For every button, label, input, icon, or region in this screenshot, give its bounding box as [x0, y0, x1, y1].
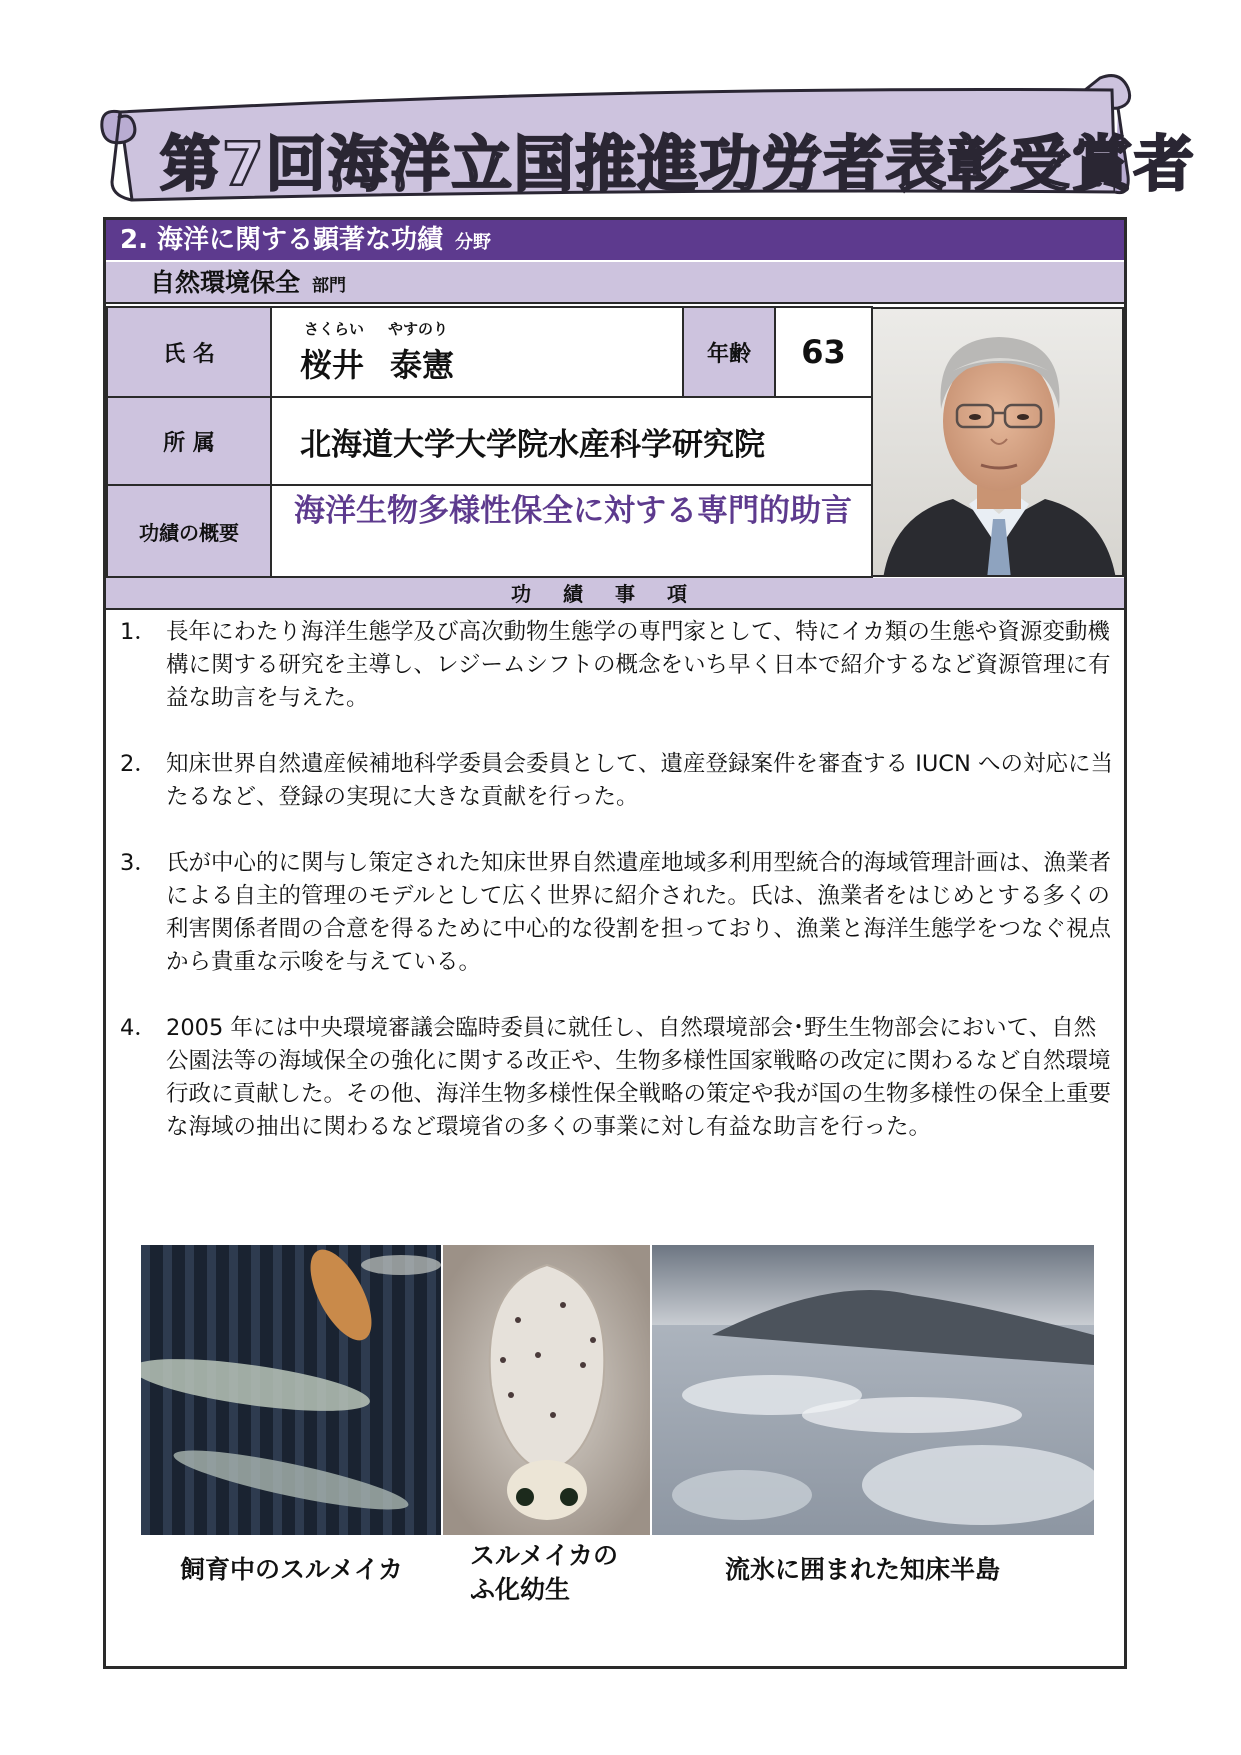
squid-tank-photo [141, 1245, 441, 1535]
age-value: 63 [774, 306, 873, 398]
name-label: 氏 名 [106, 306, 272, 398]
field-category-bar [106, 220, 1124, 260]
summary-label: 功績の概要 [106, 484, 272, 578]
division-suffix: 部門 [312, 276, 347, 296]
item-text: 知床世界自然遺産候補地科学委員会委員として、遺産登録案件を審査する IUCN への対応に当たるなど、登録の実現に大きな貢献を行った。 [166, 751, 1114, 810]
division-bar [106, 262, 1124, 304]
affiliation-label: 所 属 [106, 396, 272, 486]
division-label: 自然環境保全 [150, 268, 301, 297]
list-item [120, 748, 1115, 814]
given-name: 泰憲 [390, 346, 455, 384]
surname-ruby: さくらい [304, 320, 365, 338]
affiliation-value: 北海道大学大学院水産科学研究院 [270, 396, 873, 486]
item-text: 氏が中心的に関与し策定された知床世界自然遺産地域多利用型統合的海域管理計画は、漁業者による自主的管理のモデルとして広く世界に紹介された。氏は、漁業者をはじめとする多くの利害関係者間の合意を得るために中心的な役割を担っており、漁業と海洋生態学をつなぐ視点から貴重な示唆を与えている。 [166, 850, 1112, 975]
drift-ice-caption: 流氷に囲まれた知床半島 [725, 1555, 1001, 1584]
item-number: 4． [120, 1015, 157, 1041]
list-item [120, 847, 1115, 979]
field-label: 2. 海洋に関する顕著な功績 [120, 225, 444, 255]
banner-title: 第7回海洋立国推進功労者表彰受賞者 [160, 130, 1196, 200]
age-label: 年齢 [682, 306, 776, 398]
achievements-heading: 功績事項 [106, 578, 1124, 610]
shiretoko-drift-ice-photo [652, 1245, 1094, 1535]
item-number: 2． [120, 751, 157, 777]
surname: 桜井 [300, 346, 365, 384]
item-number: 3． [120, 850, 157, 876]
given-name-ruby: やすのり [388, 320, 449, 338]
field-suffix: 分野 [455, 232, 492, 253]
list-item [120, 616, 1115, 715]
portrait-photo [871, 307, 1124, 577]
squid-tank-caption: 飼育中のスルメイカ [180, 1555, 404, 1584]
hatchling-caption-line-1: スルメイカの [470, 1541, 619, 1570]
summary-value: 海洋生物多様性保全に対する専門的助言 [270, 484, 873, 578]
item-number: 1． [120, 619, 157, 645]
item-text: 長年にわたり海洋生態学及び高次動物生態学の専門家として、特にイカ類の生態や資源変動機構に関する研究を主導し、レジームシフトの概念をいち早く日本で紹介するなど資源管理に有益な助言を与えた。 [166, 619, 1111, 711]
squid-hatchling-photo [443, 1245, 650, 1535]
list-item [120, 1012, 1115, 1144]
hatchling-caption-line-2: ふ化幼生 [470, 1575, 571, 1604]
name-cell [270, 306, 684, 398]
achievements-list [120, 616, 1115, 1177]
item-text: 2005 年には中央環境審議会臨時委員に就任し、自然環境部会･野生生物部会において、自然公園法等の海域保全の強化に関する改正や、生物多様性国家戦略の改定に関わるなど自然環境行政に貢献した。その他、海洋生物多様性保全戦略の策定や我が国の生物多様性の保全上重要な海域の抽出に関わるなど環境省の多くの事業に対し有益な助言を行った。 [166, 1015, 1112, 1140]
